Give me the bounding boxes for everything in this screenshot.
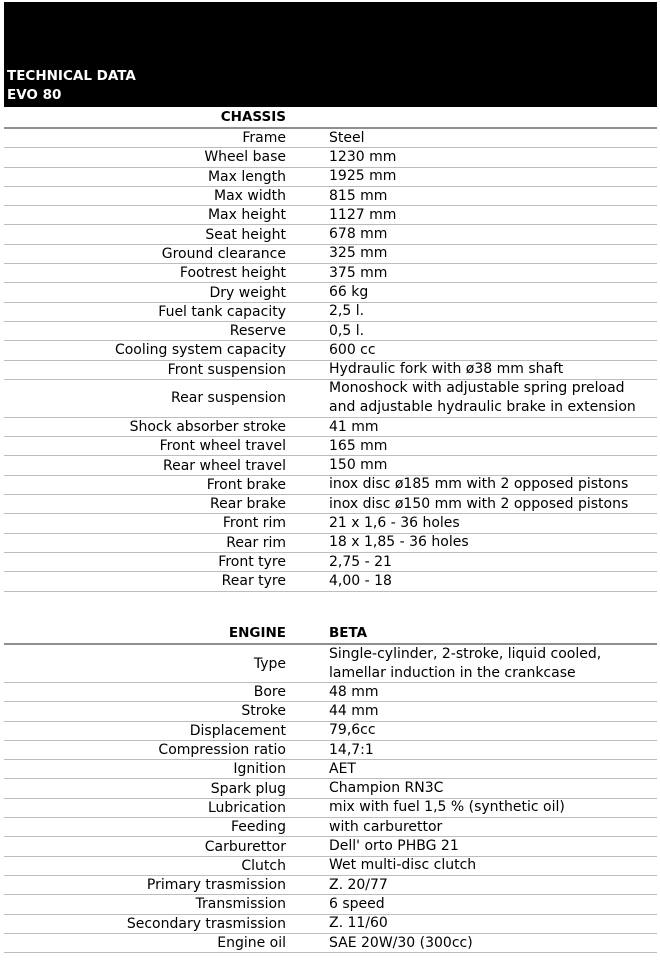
spec-label: Rear rim xyxy=(226,534,286,551)
spec-value: Dell' orto PHBG 21 xyxy=(329,838,459,855)
table-row xyxy=(4,168,657,187)
chassis-heading-row xyxy=(4,108,657,129)
table-row xyxy=(4,283,657,302)
spec-value: 21 x 1,6 - 36 holes xyxy=(329,515,460,531)
table-row xyxy=(4,514,657,533)
spec-label: Stroke xyxy=(241,703,286,720)
table-row xyxy=(4,645,657,683)
spec-label: Wheel base xyxy=(204,149,286,166)
table-row xyxy=(4,322,657,341)
engine-section xyxy=(4,624,657,953)
engine-table xyxy=(4,645,657,953)
table-row xyxy=(4,456,657,475)
table-row xyxy=(4,476,657,495)
spec-label: Frame xyxy=(242,130,286,147)
spec-label: Front wheel travel xyxy=(159,438,286,455)
table-row xyxy=(4,837,657,856)
spec-value: Z. 20/77 xyxy=(329,876,388,893)
spec-label: Clutch xyxy=(241,857,286,874)
spec-label: Rear suspension xyxy=(171,390,286,407)
chassis-table xyxy=(4,129,657,592)
spec-label: Front brake xyxy=(206,476,286,493)
spec-label: Displacement xyxy=(189,722,286,739)
spec-value: 4,00 - 18 xyxy=(329,572,392,589)
spec-value: 1127 mm xyxy=(329,206,397,223)
table-row xyxy=(4,895,657,914)
table-row xyxy=(4,361,657,380)
spec-value: Z. 11/60 xyxy=(329,915,388,932)
spec-label: Fuel tank capacity xyxy=(158,303,286,320)
spec-label: Spark plug xyxy=(210,780,286,797)
spec-label: Dry weight xyxy=(209,284,286,301)
spec-value: 0,5 l. xyxy=(329,322,365,339)
engine-heading-row xyxy=(4,624,657,645)
spec-value: AET xyxy=(329,760,356,777)
spec-value: 44 mm xyxy=(329,702,379,719)
engine-heading: ENGINE xyxy=(228,625,286,641)
spec-value: SAE 20W/30 (300cc) xyxy=(329,934,473,951)
engine-brand: BETA xyxy=(329,625,368,641)
table-row xyxy=(4,799,657,818)
spec-label: Footrest height xyxy=(179,265,286,282)
spec-label: Front tyre xyxy=(218,554,286,571)
spec-value: Wet multi-disc clutch xyxy=(329,857,477,874)
spec-label: Seat height xyxy=(205,226,286,243)
spec-label: Rear brake xyxy=(210,496,286,513)
table-row xyxy=(4,534,657,553)
spec-label: Feeding xyxy=(230,819,286,836)
spec-label: Max width xyxy=(214,188,286,205)
table-row xyxy=(4,148,657,167)
chassis-heading: CHASSIS xyxy=(220,109,286,125)
spec-label: Max length xyxy=(207,168,286,185)
table-row xyxy=(4,495,657,514)
table-row xyxy=(4,418,657,437)
spec-value: 1230 mm xyxy=(329,148,397,165)
spec-value: 66 kg xyxy=(329,284,369,301)
table-row xyxy=(4,129,657,148)
spec-value: with carburettor xyxy=(329,818,443,835)
spec-value: 150 mm xyxy=(329,457,388,474)
spec-value: Champion RN3C xyxy=(329,780,444,797)
spec-value: mix with fuel 1,5 % (synthetic oil) xyxy=(329,799,565,816)
table-row xyxy=(4,380,657,418)
spec-label: Transmission xyxy=(195,896,286,913)
spec-value: Monoshock with adjustable spring preload and adjustable hydraulic brake in extension xyxy=(329,380,636,416)
spec-label: Engine oil xyxy=(217,935,286,951)
spec-value: 6 speed xyxy=(329,895,385,912)
spec-value: 79,6cc xyxy=(329,722,376,739)
table-row xyxy=(4,341,657,360)
spec-label: Lubrication xyxy=(207,799,286,816)
spec-value: 2,75 - 21 xyxy=(329,553,392,570)
table-row xyxy=(4,437,657,456)
spec-value: inox disc ø185 mm with 2 opposed pistons xyxy=(329,476,629,493)
spec-label: Ignition xyxy=(233,761,286,778)
page-title: TECHNICAL DATA xyxy=(7,68,136,84)
spec-label: Secondary trasmission xyxy=(126,915,286,932)
table-row xyxy=(4,760,657,779)
table-row xyxy=(4,572,657,591)
spec-label: Rear wheel travel xyxy=(163,457,286,474)
spec-value: 14,7:1 xyxy=(329,741,374,758)
spec-value: 2,5 l. xyxy=(329,303,365,320)
table-row xyxy=(4,225,657,244)
spec-value: Hydraulic fork with ø38 mm shaft xyxy=(329,361,564,378)
table-row xyxy=(4,245,657,264)
table-row xyxy=(4,206,657,225)
spec-label: Reserve xyxy=(229,323,286,340)
table-row xyxy=(4,303,657,322)
table-row xyxy=(4,683,657,702)
spec-label: Front rim xyxy=(222,515,286,532)
spec-value: inox disc ø150 mm with 2 opposed pistons xyxy=(329,495,629,512)
table-row xyxy=(4,741,657,760)
spec-value: 325 mm xyxy=(329,245,388,262)
model-name: EVO 80 xyxy=(7,87,62,103)
spec-value: 41 mm xyxy=(329,418,379,435)
spec-value: 678 mm xyxy=(329,226,388,243)
spec-label: Rear tyre xyxy=(221,573,286,590)
spec-label: Compression ratio xyxy=(158,742,286,759)
spec-value: 48 mm xyxy=(329,683,379,700)
spec-value: Steel xyxy=(329,129,365,146)
table-row xyxy=(4,702,657,721)
spec-value: 1925 mm xyxy=(329,168,397,185)
chassis-section xyxy=(4,108,657,592)
spec-value: 18 x 1,85 - 36 holes xyxy=(329,534,469,551)
header-banner xyxy=(4,2,657,107)
spec-label: Carburettor xyxy=(204,838,286,855)
spec-label: Ground clearance xyxy=(161,245,286,262)
spec-label: Primary trasmission xyxy=(146,877,286,894)
spec-label: Max height xyxy=(207,207,286,224)
spec-value: 375 mm xyxy=(329,264,388,281)
table-row xyxy=(4,187,657,206)
spec-label: Front suspension xyxy=(167,361,286,378)
table-row xyxy=(4,553,657,572)
table-row xyxy=(4,818,657,837)
spec-value: 600 cc xyxy=(329,341,376,358)
table-row xyxy=(4,934,657,953)
spec-value: 165 mm xyxy=(329,437,388,454)
spec-value: 815 mm xyxy=(329,187,388,204)
spec-label: Bore xyxy=(253,684,286,701)
spec-value: Single-cylinder, 2-stroke, liquid cooled, lamellar induction in the crankcase xyxy=(329,645,602,681)
spec-label: Shock absorber stroke xyxy=(129,419,286,435)
table-row xyxy=(4,857,657,876)
table-row xyxy=(4,264,657,283)
table-row xyxy=(4,876,657,895)
table-row xyxy=(4,722,657,741)
table-row xyxy=(4,779,657,798)
spec-label: Cooling system capacity xyxy=(114,342,286,359)
spec-label: Type xyxy=(253,655,286,672)
table-row xyxy=(4,915,657,934)
